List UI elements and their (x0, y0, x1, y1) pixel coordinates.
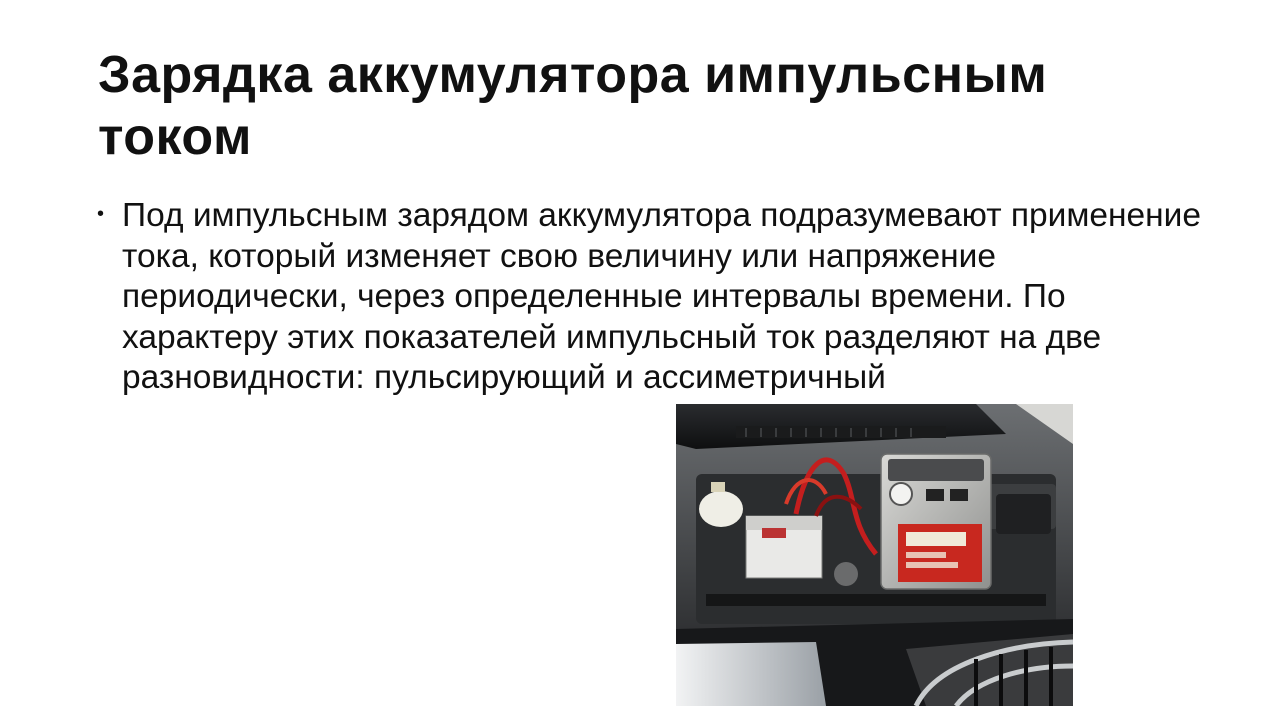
bullet-marker: • (97, 203, 105, 225)
bullet-item (97, 196, 1207, 399)
slide-body (97, 196, 1207, 399)
bullet-text: Под импульсным зарядом аккумулятора подразумевают применение тока, который изменяет свою величину или напряжение периодически, через определенные интервалы времени. По характеру этих показателей импульсный ток разделяют на две разновидности: пульсирующий и ассиметричный (122, 197, 1201, 396)
gauge-dial (890, 483, 912, 505)
slide-title: Зарядка аккумулятора импульсным током (98, 46, 1048, 166)
engine-bay-photo (676, 404, 1073, 706)
headlight (676, 642, 826, 706)
coolant-reservoir (699, 491, 743, 527)
car-engine-jump-starter-photo (676, 404, 1073, 706)
